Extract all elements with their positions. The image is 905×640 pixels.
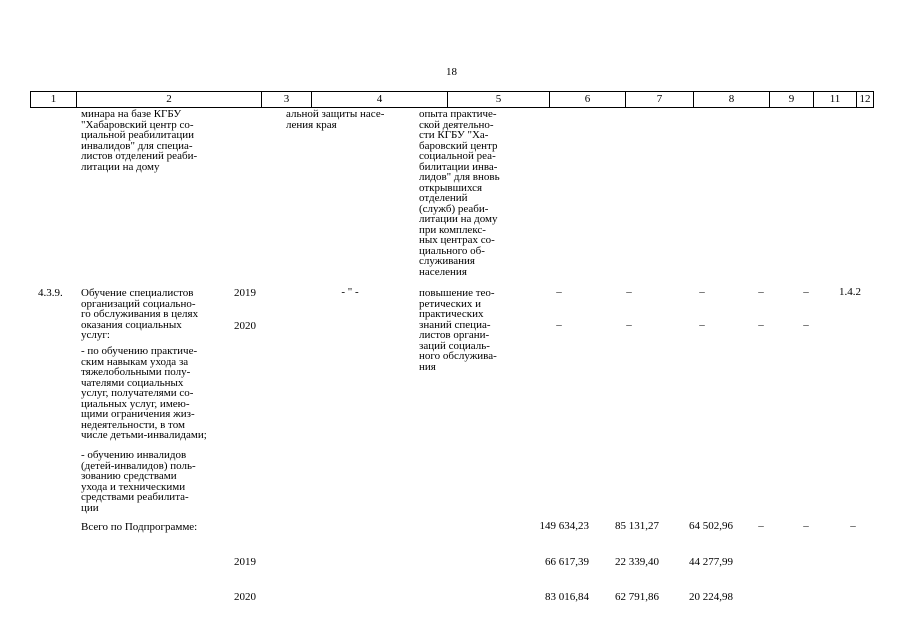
row-description-main: Обучение специалистов организаций социально- го обслуживания в целях оказания социальных услуг: [81,287,199,341]
totals-2019-c6: 66 617,39 [545,556,589,568]
header-col-5: 5 [448,92,550,107]
row-description-sub1: - по обучению практиче- ским навыкам ухода за тяжелобольными полу- чателями социальных услуг, получателями со- циальных услуг, имею- щими ограничения жиз- недеятельности, в том числе детьми-инвалидами; [81,345,207,441]
dash-2019-c8: – [699,286,705,298]
totals-all-c7: 85 131,27 [615,520,659,532]
row-executor: - " - [341,286,359,298]
totals-all-c8: 64 502,96 [689,520,733,532]
indicator: 1.4.2 [839,286,861,298]
dash-2020-c7: – [626,319,632,331]
totals-all-c11: – [803,520,809,532]
totals-all-c12: – [850,520,856,532]
header-col-2: 2 [77,92,262,107]
totals-all-c9: – [758,520,764,532]
cell-top-executor: альной защиты насе- ления края [286,108,385,131]
header-col-1: 1 [31,92,77,107]
totals-2019-year: 2019 [234,556,256,568]
header-col-6: 6 [550,92,626,107]
header-col-9: 9 [770,92,814,107]
totals-2020-c8: 20 224,98 [689,591,733,603]
header-col-4: 4 [312,92,448,107]
totals-2020-c6: 83 016,84 [545,591,589,603]
header-col-7: 7 [626,92,694,107]
dash-2020-c6: – [556,319,562,331]
cell-top-result: опыта практиче- ской деятельно- сти КГБУ "Ха- баровский центр социальной реа- билитации инва- лидов" для вновь открывшихся отделений (служб) реаби- литации на дому при комплекс- ных центрах со- циального об- служивания населения [419,108,500,278]
dash-2019-c11: – [803,286,809,298]
header-col-11: 11 [814,92,857,107]
totals-2019-c7: 22 339,40 [615,556,659,568]
dash-2019-c7: – [626,286,632,298]
row-number: 4.3.9. [38,287,63,299]
row-year-2019: 2019 [234,287,256,299]
dash-2020-c8: – [699,319,705,331]
header-col-12: 12 [859,93,871,105]
header-col-8: 8 [694,92,770,107]
table-header-row [30,91,874,108]
row-year-2020: 2020 [234,320,256,332]
totals-2020-year: 2020 [234,591,256,603]
dash-2019-c6: – [556,286,562,298]
totals-2020-c7: 62 791,86 [615,591,659,603]
dash-2020-c11: – [803,319,809,331]
totals-2019-c8: 44 277,99 [689,556,733,568]
header-col-3: 3 [262,92,312,107]
dash-2019-c9: – [758,286,764,298]
totals-all-c6: 149 634,23 [539,520,589,532]
page-number: 18 [446,66,457,78]
row-result: повышение тео- ретических и практических знаний специа- листов органи- заций социаль- ного обслужива- ния [419,287,497,373]
row-description-sub2: - обучению инвалидов (детей-инвалидов) поль- зованию средствами ухода и техническими средствами реабилита- ции [81,449,196,514]
totals-label: Всего по Подпрограмме: [81,521,198,533]
cell-top-description: минара на базе КГБУ "Хабаровский центр со- циальной реабилитации инвалидов" для специа- листов отделений реаби- литации на дому [81,108,198,173]
dash-2020-c9: – [758,319,764,331]
